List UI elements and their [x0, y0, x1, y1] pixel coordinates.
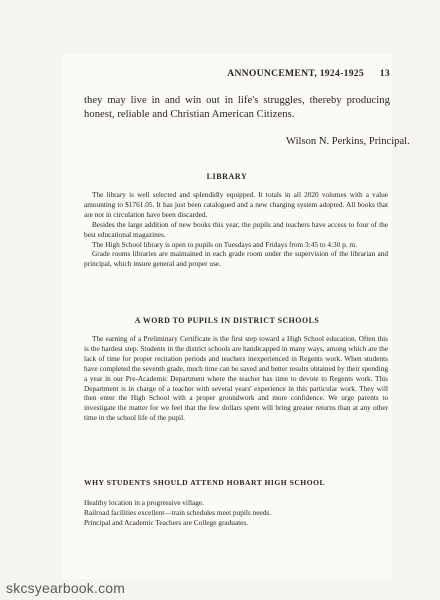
document-page: [62, 54, 410, 579]
library-heading: LIBRARY: [206, 172, 248, 181]
list-item: Railroad facilities excellent—train schedules meet pupils needs.: [84, 508, 272, 517]
page-header: [62, 68, 392, 82]
list-item: Principal and Academic Teachers are College graduates.: [84, 518, 249, 527]
library-paragraph: The library is well selected and splendidly equipped. It totals in all 2020 volumes with a value amounting to $1761.05. It has just been catalogued and a new charging system adopted. All books that are not in circulation have been discarded.: [84, 190, 388, 219]
why-attend-heading: WHY STUDENTS SHOULD ATTEND HOBART HIGH SCHOOL: [84, 478, 326, 487]
site-watermark: skcsyearbook.com: [6, 580, 126, 596]
closing-text: they may live in and win out in life's struggles, thereby producing honest, reliable and Christian American Citizens.: [84, 95, 390, 120]
library-paragraph: The High School library is open to pupils on Tuesdays and Fridays from 3:45 to 4:30 p. m.: [92, 239, 357, 249]
library-paragraph: Besides the large addition of new books this year, the pupils and teachers have access to four of the best educational magazines.: [84, 219, 388, 239]
running-title: ANNOUNCEMENT, 1924-1925: [227, 68, 364, 79]
closing-paragraph: [84, 94, 390, 121]
district-schools-heading: A WORD TO PUPILS IN DISTRICT SCHOOLS: [134, 316, 320, 325]
district-paragraph: The earning of a Preliminary Certificate is the first step toward a High School education. Often this is the hardest step. Students in the district schools are handicapped in many ways, among which are the lack of time for proper recitation periods and teachers inexperienced in Regents work. When students have completed the seventh grade, much time can be saved and better results obtained by their spending a year in our Pre-Academic Department where the teacher has time to devote to Regents work. This Department is in charge of a teacher with several years' experience in this particular work. They will then enter the High School with a proper groundwork and more confidence. We urge parents to investigate the matter for we feel that the few dollars spent will bring greater returns than at any other time in the school life of the pupil.: [84, 334, 388, 423]
library-section: [84, 190, 388, 269]
district-section: [84, 334, 388, 423]
page-number: 13: [379, 68, 390, 79]
principal-signature: Wilson N. Perkins, Principal.: [286, 136, 410, 147]
list-item: Healthy location in a progressive village.: [84, 498, 204, 507]
why-attend-list: [84, 498, 390, 528]
library-paragraph: Grade rooms libraries are maintained in each grade room under the supervision of the librarian and principal, which insure general and proper use.: [84, 249, 388, 269]
